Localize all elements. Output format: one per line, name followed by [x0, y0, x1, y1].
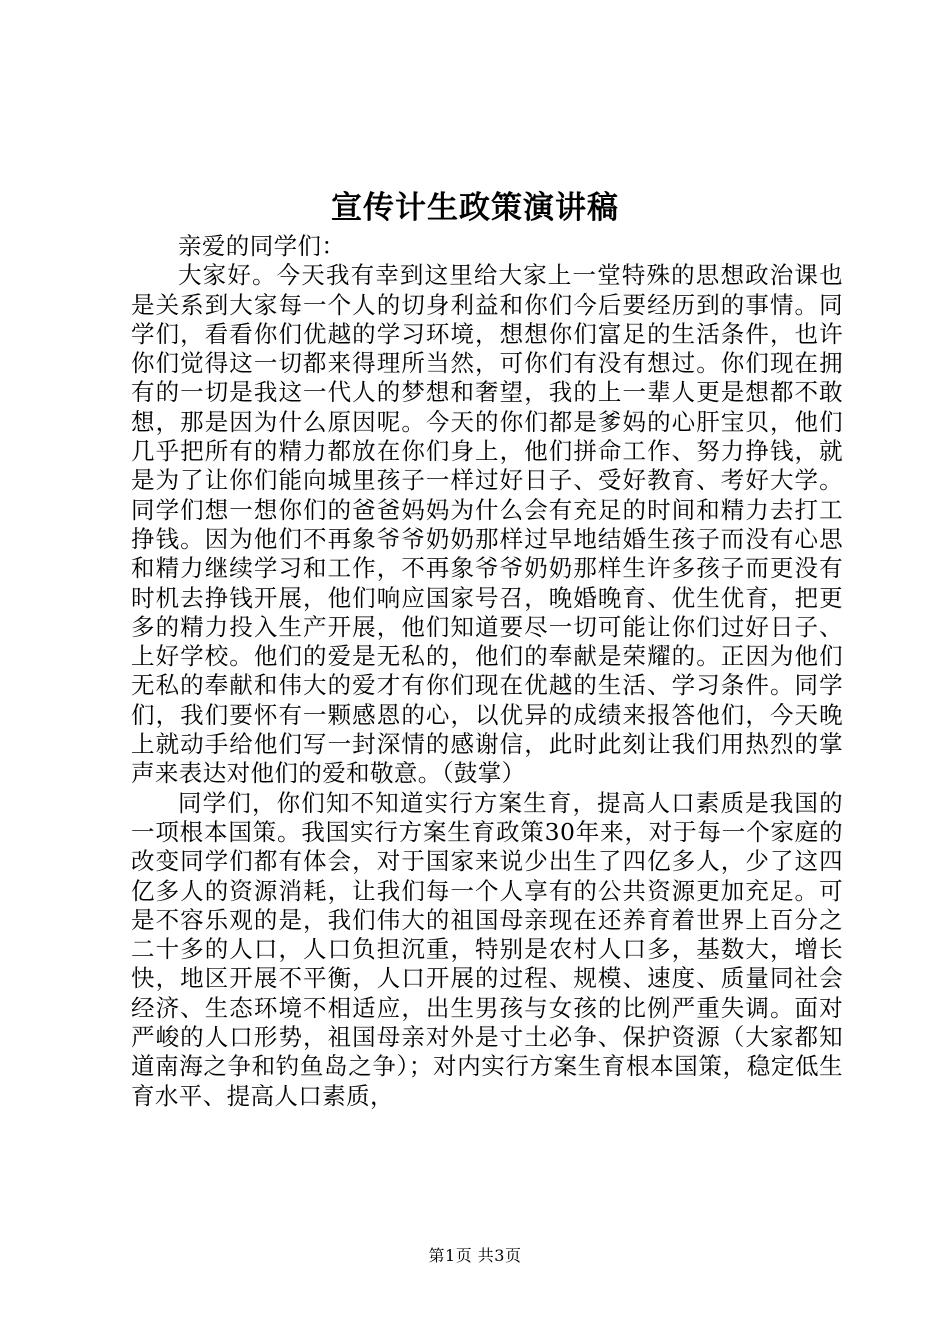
salutation: 亲爱的同学们： [178, 232, 346, 260]
paragraph: 大家好。今天我有幸到这里给大家上一堂特殊的思想政治课也是关系到大家每一个人的切身利益和你们今后要经历到的事情。同学们，看看你们优越的学习环境，想想你们富足的生活条件，也许你们觉得这一切都来得理所当然，可你们有没有想过。你们现在拥有的一切是我这一代人的梦想和奢望，我的上一辈人更是想都不敢想，那是因为什么原因呢。今天的你们都是爹妈的心肝宝贝，他们几乎把所有的精力都放在你们身上，他们拼命工作、努力挣钱，就是为了让你们能向城里孩子一样过好日子、受好教育、考好大学。同学们想一想你们的爸爸妈妈为什么会有充足的时间和精力去打工挣钱。因为他们不再象爷爷奶奶那样过早地结婚生孩子而没有心思和精力继续学习和工作，不再象爷爷奶奶那样生许多孩子而更没有时机去挣钱开展，他们响应国家号召，晚婚晚育、优生优育，把更多的精力投入生产开展，他们知道要尽一切可能让你们过好日子、上好学校。他们的爱是无私的，他们的奉献是荣耀的。正因为他们无私的奉献和伟大的爱才有你们现在优越的生活、学习条件。同学们，我们要怀有一颗感恩的心，以优异的成绩来报答他们，今天晚上就动手给他们写一封深情的感谢信，此时此刻让我们用热烈的掌声来表达对他们的爱和敬意。（鼓掌） [131, 261, 843, 788]
document-body [131, 232, 843, 1111]
paragraph: 同学们，你们知不知道实行方案生育，提高人口素质是我国的一项根本国策。我国实行方案生育政策30年来，对于每一个家庭的改变同学们都有体会，对于国家来说少出生了四亿多人，少了这四亿多人的资源消耗，让我们每一个人享有的公共资源更加充足。可是不容乐观的是，我们伟大的祖国母亲现在还养育着世界上百分之二十多的人口，人口负担沉重，特别是农村人口多，基数大，增长快，地区开展不平衡，人口开展的过程、规模、速度、质量同社会经济、生态环境不相适应，出生男孩与女孩的比例严重失调。面对严峻的人口形势，祖国母亲对外是寸土必争、保护资源（大家都知道南海之争和钓鱼岛之争）；对内实行方案生育根本国策，稳定低生育水平、提高人口素质， [131, 788, 843, 1110]
page-title: 宣传计生政策演讲稿 [331, 190, 619, 226]
page-footer: 第1页 共3页 [428, 1246, 522, 1265]
